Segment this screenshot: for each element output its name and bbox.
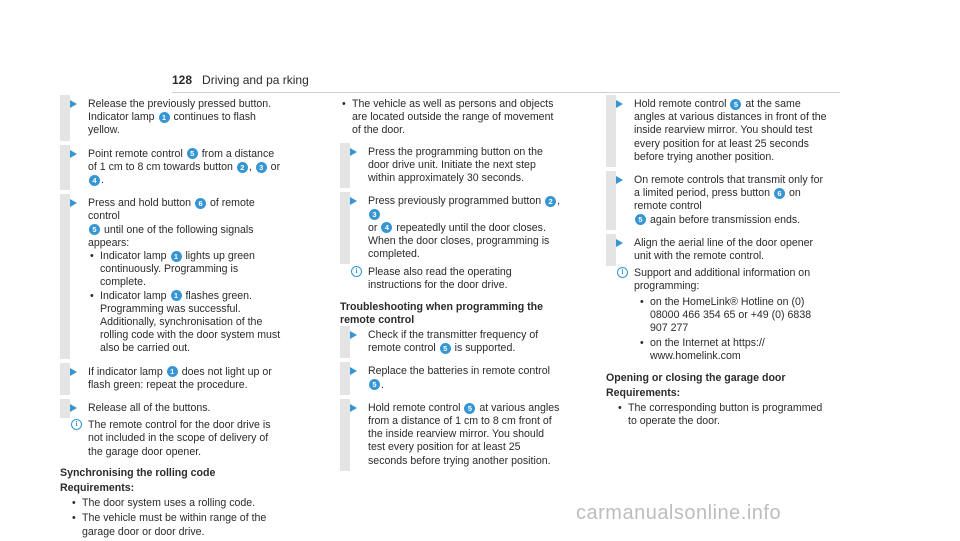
callout-number-icon: 4 [89,175,100,186]
section-heading: Troubleshooting when programming the remote control [340,300,544,326]
list-item: • The corresponding button is programmed to operate the door. [616,402,828,428]
requirements-list [340,98,562,138]
step [606,98,828,164]
step-bar [340,143,350,189]
callout-number-icon: 2 [545,196,556,207]
callout-number-icon: 5 [464,403,475,414]
step-arrow-icon [70,150,77,158]
list-item: • on the HomeLink® Hotline on (0) 08000 466 354 65 or +49 (0) 6838 907 277 [638,296,828,336]
step [606,237,828,263]
step-bar [340,362,350,394]
section-title: Driving and pa rking [202,73,309,87]
section-heading: Synchronising the rolling code [60,466,216,479]
step-text: again before transmission ends. [649,213,801,226]
callout-number-icon: 5 [369,379,380,390]
page-header [172,73,309,87]
step-text: does not light up or flash green: repeat the procedure. [88,365,272,391]
list-item: • The vehicle as well as persons and objects are located outside the range of movement of the door. [340,98,562,138]
step-text: . [101,174,104,187]
step-text: Hold remote control [634,98,727,110]
column-3 [606,98,828,430]
info-icon: i [351,266,362,277]
step [340,402,562,468]
step-arrow-icon [350,367,357,375]
step-bar [340,192,350,264]
callout-number-icon: 1 [167,366,178,377]
step-text: Align the aerial line of the door opener unit with the remote control. [634,236,814,263]
list-item: • Indicator lamp 1 flashes green. Programming was successful. Additionally, synchronisation of the rolling code with the door system must also be carried out. [88,290,282,356]
info-text: Please also read the operating instructions for the door drive. [368,266,512,292]
step-bar [340,326,350,358]
step-text: Release the previously pressed button. [88,98,272,110]
step [340,146,562,186]
step-text: Check if the transmitter frequency of remote control [368,329,539,355]
step-arrow-icon [70,404,77,412]
callout-number-icon: 3 [256,162,267,173]
info-text: The remote control for the door drive is not included in the scope of delivery of the garage door opener. [88,419,271,458]
step-text: Release all of the buttons. [88,402,211,415]
step-text: . [381,378,384,391]
step-text: from a distance of 1 cm to 8 cm towards button [88,147,275,173]
step-text: Point remote control [88,147,183,160]
callout-number-icon: 1 [171,290,182,301]
step-text: continues to flash yellow. [88,111,256,137]
list-item: • The door system uses a rolling code. [70,497,282,510]
info-note [606,267,828,363]
info-icon: i [617,267,628,278]
list-item: • on the Internet at https:// www.homelink.com [638,337,828,363]
step-bar [340,399,350,471]
step-text: of remote control [88,197,255,223]
step-text: at various angles from a distance of 1 cm to 8 cm front of the inside rearview mirror. You should test every position for at least 25 seconds before trying another position. [368,401,560,467]
callout-number-icon: 1 [171,251,182,262]
step-bar [606,171,616,230]
column-2 [340,98,562,478]
step-bar [606,234,616,266]
step-bar [606,95,616,167]
step-arrow-icon [616,176,623,184]
callout-number-icon: 5 [730,99,741,110]
step-arrow-icon [70,199,77,207]
step-text: , [557,195,561,208]
step-text: until one of the following signals appears: [88,223,254,249]
step-text: is supported. [454,342,516,355]
step [340,329,562,355]
step-text: at the same angles at various distances in front of the inside rearview mirror. You should test every position for at least 25 seconds before trying another position. [634,98,827,163]
callout-number-icon: 6 [774,188,785,199]
step [60,402,282,415]
step [606,174,828,227]
column-1 [60,98,282,541]
header-rule [172,92,840,93]
step-bar [60,399,70,418]
step-text: Replace the batteries in remote control [368,365,550,378]
step [60,197,282,355]
step-text: If indicator lamp [88,365,163,378]
step-text: Hold remote control [368,401,461,414]
step-text: On remote controls that transmit only for a limited period, press button [634,174,823,200]
callout-number-icon: 5 [89,224,100,235]
step-arrow-icon [616,100,623,108]
step-text: Indicator lamp [88,111,155,124]
step-text: , [248,160,252,173]
section-heading: Opening or closing the garage door [606,371,786,384]
step-arrow-icon [70,100,77,108]
step-text: Press and hold button [88,197,192,210]
step-bar [60,194,70,358]
callout-number-icon: 5 [187,148,198,159]
step-arrow-icon [350,148,357,156]
page-number: 128 [172,73,193,87]
list-item: • The vehicle must be within range of the garage door or door drive. [70,512,282,538]
callout-number-icon: 1 [159,112,170,123]
step [60,148,282,188]
step-arrow-icon [350,197,357,205]
step-text: on remote control [634,187,801,213]
watermark: carmanualsonline.info [576,502,782,524]
step-arrow-icon [616,239,623,247]
callout-number-icon: 3 [369,209,380,220]
info-note [60,419,282,459]
step-arrow-icon [350,331,357,339]
step-bar [60,145,70,191]
step-text: or [270,160,281,173]
step-bar [60,363,70,395]
step [60,366,282,392]
list-item: • Indicator lamp 1 lights up green continuously. Programming is complete. [88,250,282,290]
requirements-label: Requirements: [60,482,135,495]
step-arrow-icon [350,404,357,412]
step [340,365,562,391]
step [60,98,282,138]
step-text: Press previously programmed button [368,195,542,208]
step-arrow-icon [70,368,77,376]
step-bar [60,95,70,141]
info-note [340,266,562,292]
requirements-list [616,402,828,428]
step-text: repeatedly until the door closes. When the door closes, programming is completed. [368,221,550,261]
info-text: Support and additional information on programming: [634,267,811,293]
requirements-label: Requirements: [606,386,681,399]
callout-number-icon: 6 [195,198,206,209]
callout-number-icon: 2 [237,162,248,173]
callout-number-icon: 5 [635,214,646,225]
step-text: Press the programming button on the door drive unit. Initiate the next step within approximately 30 seconds. [368,145,543,185]
info-icon: i [71,419,82,430]
step-text: or [368,221,378,234]
callout-number-icon: 5 [440,343,451,354]
step [340,195,562,261]
callout-number-icon: 4 [381,222,392,233]
